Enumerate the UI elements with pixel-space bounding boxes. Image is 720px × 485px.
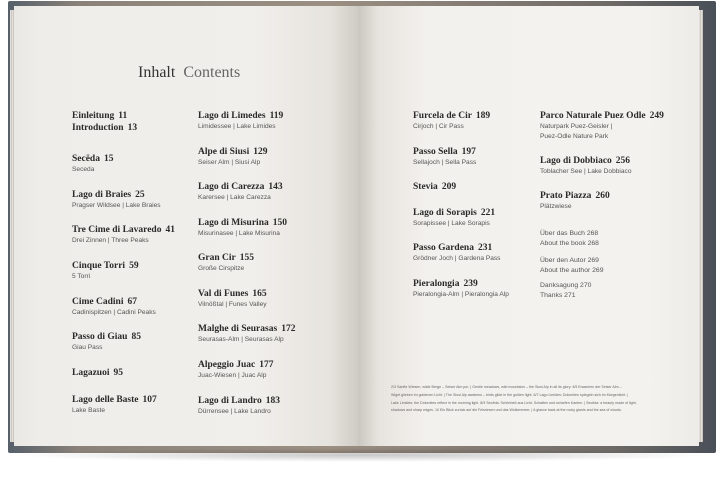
toc-entry (72, 189, 161, 211)
toc-entry-page: 155 (239, 253, 254, 263)
toc-entry-title (198, 359, 274, 371)
toc-entry-title (540, 155, 632, 167)
toc-entry-subtitle: Dürrensee | Lake Landro (198, 408, 271, 415)
toc-entry-name: Val di Funes (198, 289, 249, 299)
toc-title-de: Inhalt (138, 64, 176, 81)
toc-entry-title (72, 224, 175, 236)
toc-entry-title (72, 394, 157, 406)
toc-entry-name: Lago di Landro (198, 396, 262, 406)
toc-entry-name: Lago di Misurina (198, 218, 269, 228)
toc-entry-subtitle: Seceda (72, 166, 95, 173)
toc-entry-subtitle: Lake Baste (72, 407, 105, 414)
toc-entry-page: 107 (142, 395, 157, 405)
toc-entry-page: 150 (272, 218, 287, 228)
toc-backmatter-item: About the author 269 (540, 267, 604, 274)
toc-entry (198, 181, 283, 203)
toc-entry (413, 181, 456, 193)
toc-heading (138, 64, 240, 82)
toc-entry-name: Passo Sella (413, 147, 458, 157)
toc-entry-name: Stevia (413, 182, 438, 192)
toc-entry-page: 177 (259, 360, 274, 370)
toc-entry-subtitle: Cadinispitzen | Cadini Peaks (72, 309, 156, 316)
toc-entry-title (72, 296, 156, 308)
toc-entry (198, 146, 267, 168)
toc-entry-name: Secëda (72, 154, 100, 164)
toc-entry-title (413, 278, 509, 290)
toc-entry-title (198, 181, 283, 193)
toc-entry-page: 231 (477, 243, 493, 253)
toc-entry (72, 394, 157, 416)
toc-entry-title (72, 367, 123, 379)
right-page (358, 6, 699, 446)
toc-entry-title (198, 288, 267, 300)
toc-entry-page: 95 (113, 368, 123, 378)
toc-entry (540, 190, 610, 212)
toc-entry-page: 129 (253, 147, 268, 157)
toc-entry-title (413, 110, 490, 122)
toc-backmatter-item: About the book 268 (540, 240, 599, 247)
toc-entry-title (198, 323, 295, 335)
toc-entry-name: Alpe di Siusi (198, 147, 250, 157)
toc-entry-subtitle: Juac-Wiesen | Juac Alp (198, 372, 267, 379)
toc-entry-subtitle: Karersee | Lake Carezza (198, 194, 271, 201)
toc-entry-name: Parco Naturale Puez Odle (540, 111, 646, 121)
toc-entry-name: Passo di Giau (72, 332, 128, 342)
toc-entry (72, 122, 137, 134)
toc-title-en: Contents (183, 64, 241, 81)
toc-entry-title (72, 331, 141, 343)
toc-entry-subtitle: Cirjoch | Cir Pass (413, 123, 464, 130)
caption-line: 2/3 Sanfte Wiesen, wilde Berge – Seiser Alm pur. | Gentle meadows, wild mountains – the Siusi Alp in all its glory. 4/5 Erwachen der Seiser Alm – (391, 385, 622, 389)
toc-entry-title (198, 146, 267, 158)
toc-entry-page: 25 (135, 190, 145, 200)
toc-entry-subtitle: Sellajoch | Sella Pass (413, 159, 477, 166)
toc-entry (72, 331, 141, 353)
toc-backmatter-item: Über das Buch 268 (540, 230, 599, 237)
toc-entry-name: Furcela de Cir (413, 111, 472, 121)
toc-entry-subtitle: 5 Torri (72, 273, 91, 280)
toc-entry (540, 155, 632, 177)
toc-entry-subtitle: Toblacher See | Lake Dobbiaco (540, 168, 632, 175)
toc-entry-name: Lago di Sorapis (413, 208, 477, 218)
toc-entry-page: 249 (649, 111, 664, 121)
toc-entry-title (413, 146, 476, 158)
toc-entry-page: 183 (265, 396, 280, 406)
toc-entry (198, 323, 295, 345)
toc-entry-subtitle: Limidessee | Lake Limides (198, 123, 276, 130)
toc-entry-name: Lagazuoi (72, 368, 110, 378)
toc-entry-name: Gran Cir (198, 253, 236, 263)
toc-entry-page: 13 (127, 123, 138, 133)
toc-entry-title (198, 217, 287, 229)
toc-entry-title (72, 110, 127, 122)
caption-line: Lake Limides: the Dolomites reflect in the morning light. 8/9 Secëda: Schönheit aus Licht, Schatten und scharfen Kanten. | Secëda: a beauty made of light, (391, 400, 637, 405)
toc-entry (72, 153, 113, 175)
toc-entry (540, 110, 664, 142)
toc-entry (198, 252, 254, 274)
toc-entry-name: Cime Cadini (72, 297, 124, 307)
toc-entry-page: 143 (268, 182, 283, 192)
toc-entry-title (198, 110, 283, 122)
toc-entry (413, 110, 490, 132)
toc-entry-title (540, 110, 664, 122)
toc-entry-page: 59 (129, 261, 139, 271)
toc-entry-page: 239 (463, 279, 478, 289)
toc-entry (198, 110, 283, 132)
toc-entry-page: 165 (252, 289, 267, 299)
toc-entry (198, 217, 287, 239)
toc-entry-title (540, 190, 610, 202)
toc-entry (72, 224, 175, 246)
toc-entry-page: 189 (475, 111, 491, 121)
toc-entry-name: Malghe di Seurasas (198, 324, 278, 334)
toc-entry-subtitle: Große Cirspitze (198, 265, 245, 272)
toc-entry-name: Lago di Braies (72, 190, 132, 200)
caption-line: shadows and sharp edges. 10 Ein Blick zurück auf die Felsriesen und das Wolkenmeer. | A glance back at the rocky giants and the sea of clouds. (391, 408, 622, 413)
toc-entry-name: Tre Cime di Lavaredo (72, 225, 162, 235)
toc-entry-title (413, 242, 500, 254)
toc-entry-subtitle: Vilnößtal | Funes Valley (198, 301, 267, 308)
toc-backmatter-item: Danksagung 270 (540, 282, 592, 289)
toc-entry-title (413, 181, 456, 193)
toc-entry-name: Lago di Limedes (198, 111, 266, 121)
toc-entry-name: Passo Gardena (413, 243, 474, 253)
book-shadow (10, 448, 714, 462)
toc-entry-title (72, 122, 137, 134)
toc-entry-name: Lago delle Baste (72, 395, 139, 405)
toc-entry-page: 172 (281, 324, 296, 334)
toc-entry-name: Alpeggio Juac (198, 360, 256, 370)
toc-entry-page: 260 (595, 191, 610, 201)
toc-entry (72, 260, 139, 282)
toc-entry-subtitle: Naturpark Puez-Geisler | (540, 123, 613, 130)
toc-entry-page: 67 (127, 297, 137, 307)
toc-entry-subtitle: Giau Pass (72, 344, 103, 351)
toc-entry (413, 278, 509, 300)
toc-entry (72, 110, 127, 122)
toc-entry-subtitle: Pragser Wildsee | Lake Braies (72, 202, 161, 209)
toc-entry-title (72, 260, 139, 272)
toc-backmatter-item: Thanks 271 (540, 292, 576, 299)
toc-entry-page: 11 (118, 111, 128, 121)
toc-entry-title (72, 153, 113, 165)
toc-entry-name: Prato Piazza (540, 191, 592, 201)
toc-entry-page: 119 (269, 111, 284, 121)
toc-entry-title (198, 252, 254, 264)
toc-entry-subtitle: Grödner Joch | Gardena Pass (413, 255, 501, 262)
toc-entry (413, 146, 476, 168)
toc-entry-page: 209 (441, 182, 457, 192)
toc-entry-page: 256 (615, 156, 631, 166)
toc-entry-page: 85 (131, 332, 141, 342)
toc-entry (72, 296, 156, 318)
toc-entry-subtitle: Sorapissee | Lake Sorapis (413, 220, 490, 227)
toc-entry (413, 242, 500, 264)
toc-entry-subtitle: Misurinasee | Lake Misurina (198, 230, 280, 237)
toc-entry (198, 359, 274, 381)
toc-entry-subtitle: Puez-Odle Nature Park (540, 133, 609, 140)
toc-entry-title (72, 189, 161, 201)
toc-entry-subtitle: Plätzwiese (540, 203, 572, 210)
toc-entry (72, 367, 123, 379)
toc-entry-name: Introduction (72, 123, 124, 133)
toc-backmatter-item: Über den Autor 269 (540, 257, 599, 264)
toc-entry-page: 221 (480, 208, 496, 218)
toc-entry-subtitle: Drei Zinnen | Three Peaks (72, 237, 149, 244)
caption-line: Wiget glieben im goldenen Licht. | The Siusi Alp awakens – birds glide in the golden light. 6/7 Lago Limides: Dolomiten spiegeln sich im Morgenlicht. | (391, 392, 629, 397)
toc-entry-page: 15 (103, 154, 114, 164)
toc-entry-title (413, 207, 495, 219)
photo-captions (391, 384, 683, 415)
toc-entry-name: Cinque Torri (72, 261, 126, 271)
toc-entry-page: 197 (461, 147, 476, 157)
toc-entry-page: 41 (165, 225, 175, 235)
toc-entry-subtitle: Seurasas-Alm | Seurasas Alp (198, 336, 284, 343)
toc-entry-subtitle: Pieralongia-Alm | Pieralongia Alp (413, 291, 509, 298)
toc-entry-name: Einleitung (72, 111, 115, 121)
toc-entry-subtitle: Seiser Alm | Siusi Alp (198, 159, 261, 166)
toc-entry (198, 395, 280, 417)
toc-entry (198, 288, 267, 310)
toc-entry-name: Lago di Dobbiaco (540, 156, 612, 166)
toc-entry-name: Lago di Carezza (198, 182, 265, 192)
toc-entry (413, 207, 495, 229)
toc-entry-title (198, 395, 280, 407)
toc-entry-name: Pieralongia (413, 279, 460, 289)
